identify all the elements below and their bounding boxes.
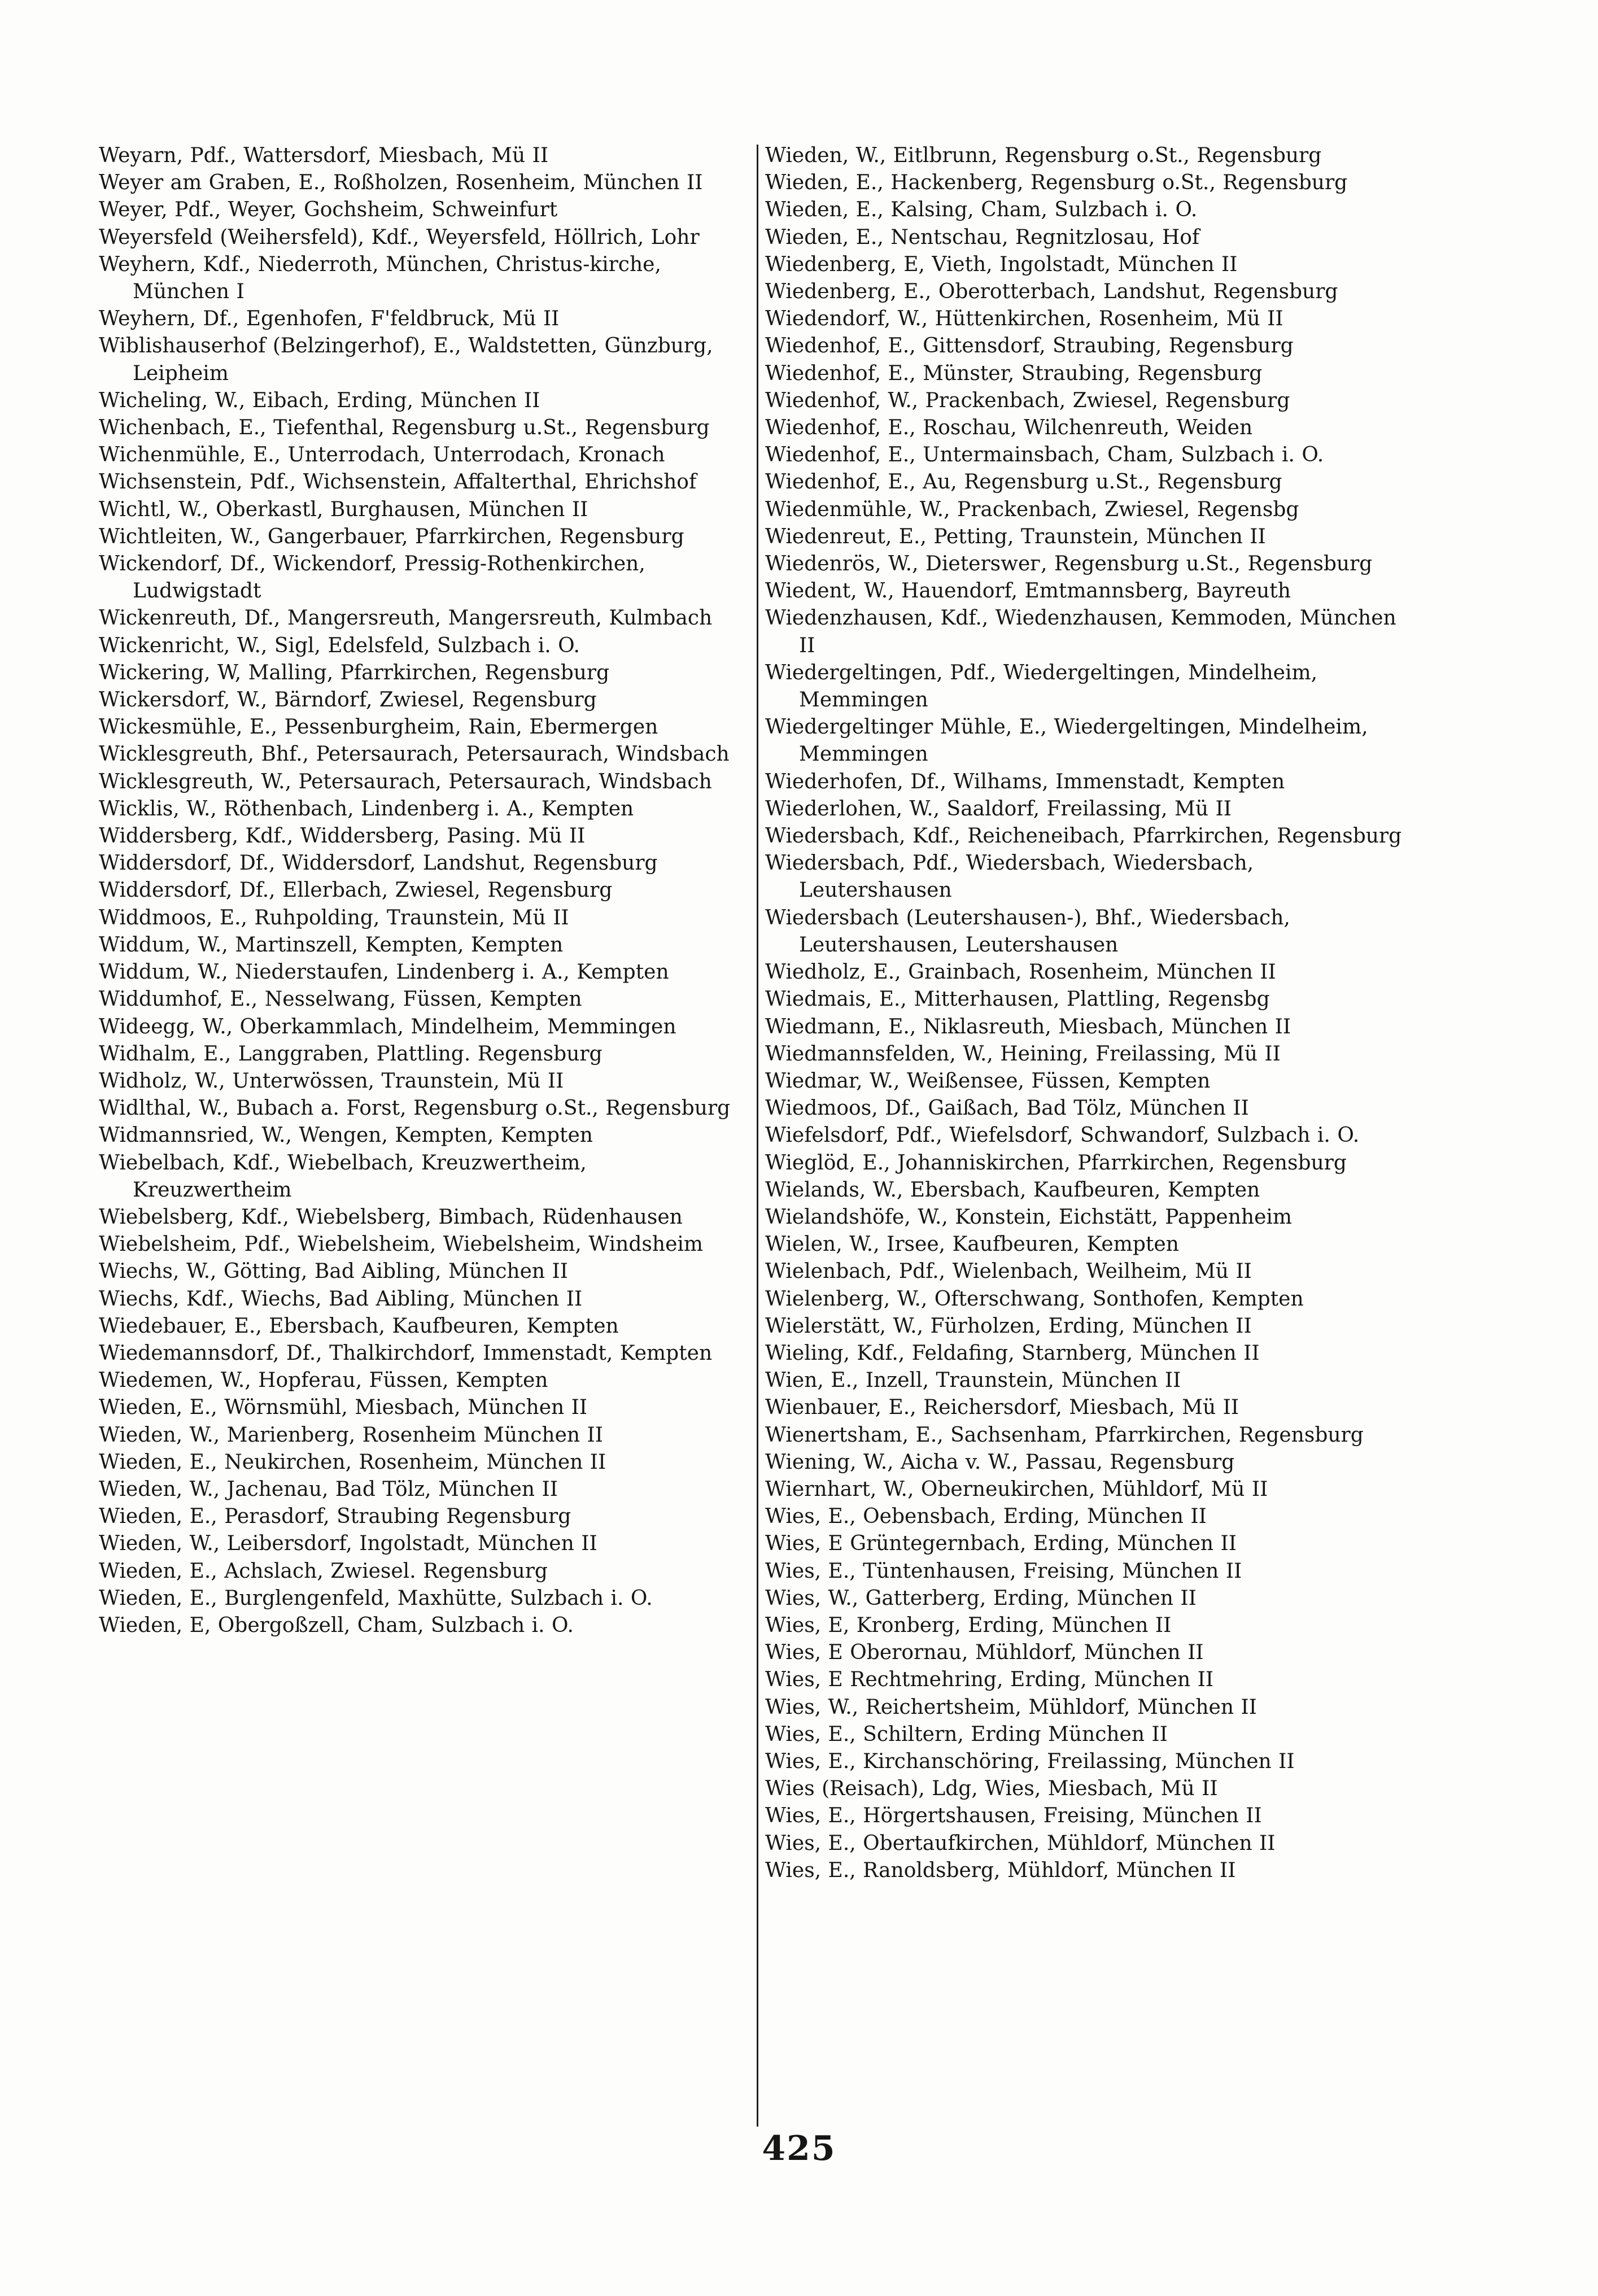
gazetteer-entry: Wiblishauserhof (Belzingerhof), E., Waldstetten, Günzburg, Leipheim	[99, 334, 713, 385]
gazetteer-entry: Wien, E., Inzell, Traunstein, München II	[765, 1369, 1181, 1393]
gazetteer-entry: Weyhern, Df., Egenhofen, F'feldbruck, Mü II	[99, 307, 560, 331]
gazetteer-entry: Wiedenreut, E., Petting, Traunstein, München II	[765, 525, 1266, 548]
gazetteer-entry: Wichsenstein, Pdf., Wichsenstein, Affalterthal, Ehrichshof	[99, 470, 697, 494]
gazetteer-entry: Wickendorf, Df., Wickendorf, Pressig-Rothenkirchen, Ludwigstadt	[99, 552, 645, 603]
gazetteer-entry: Wickersdorf, W., Bärndorf, Zwiesel, Regensburg	[99, 688, 597, 712]
gazetteer-entry: Wiedmoos, Df., Gaißach, Bad Tölz, München II	[765, 1097, 1249, 1120]
gazetteer-entry: Wies, W., Gatterberg, Erding, München II	[765, 1586, 1197, 1610]
gazetteer-entry: Wieden, E., Perasdorf, Straubing Regensburg	[99, 1505, 571, 1529]
gazetteer-entry: Weyhern, Kdf., Niederroth, München, Christus-kirche, München I	[99, 252, 661, 304]
gazetteer-entry: Wies, E., Oebensbach, Erding, München II	[765, 1505, 1207, 1529]
gazetteer-entry: Wiedenhof, W., Prackenbach, Zwiesel, Regensburg	[765, 389, 1290, 412]
gazetteer-entry: Wiederlohen, W., Saaldorf, Freilassing, Mü II	[765, 797, 1232, 820]
gazetteer-entry: Wienertsham, E., Sachsenham, Pfarrkirchen, Regensburg	[765, 1423, 1364, 1447]
gazetteer-entry: Wies, E., Obertaufkirchen, Mühldorf, München II	[765, 1831, 1276, 1855]
gazetteer-entry: Wicklesgreuth, W., Petersaurach, Petersaurach, Windsbach	[99, 770, 712, 793]
gazetteer-entry: Widdersdorf, Df., Widdersdorf, Landshut, Regensburg	[99, 852, 658, 875]
gazetteer-entry: Wieden, W., Jachenau, Bad Tölz, München II	[99, 1477, 558, 1501]
gazetteer-entry: Wickering, W, Malling, Pfarrkirchen, Regensburg	[99, 661, 610, 684]
gazetteer-entry: Wiedenzhausen, Kdf., Wiedenzhausen, Kemmoden, München II	[765, 606, 1396, 657]
gazetteer-entry: Weyer am Graben, E., Roßholzen, Rosenheim, München II	[99, 171, 703, 195]
gazetteer-entry: Wies, E Oberornau, Mühldorf, München II	[765, 1641, 1204, 1665]
gazetteer-entry: Wiebelsheim, Pdf., Wiebelsheim, Wiebelsheim, Windsheim	[99, 1233, 704, 1256]
gazetteer-entry: Wiedmann, E., Niklasreuth, Miesbach, München II	[765, 1015, 1291, 1038]
gazetteer-entry: Wieling, Kdf., Feldafing, Starnberg, München II	[765, 1341, 1260, 1365]
page-number: 425	[762, 2129, 836, 2168]
gazetteer-entry: Wielenbach, Pdf., Wielenbach, Weilheim, Mü II	[765, 1260, 1252, 1284]
gazetteer-entry: Wiechs, W., Götting, Bad Aibling, München II	[99, 1260, 568, 1284]
gazetteer-entry: Wichtleiten, W., Gangerbauer, Pfarrkirchen, Regensburg	[99, 525, 684, 548]
gazetteer-entry: Wiechs, Kdf., Wiechs, Bad Aibling, München II	[99, 1287, 583, 1311]
gazetteer-entry: Wiedergeltinger Mühle, E., Wiedergeltingen, Mindelheim, Memmingen	[765, 715, 1368, 766]
gazetteer-entry: Wiedenrös, W., Dieterswег, Regensburg u.St., Regensburg	[765, 552, 1373, 576]
gazetteer-entry: Wiedemen, W., Hopferau, Füssen, Kempten	[99, 1369, 548, 1393]
gazetteer-entry: Wiedenmühle, W., Prackenbach, Zwiesel, Regensbg	[765, 497, 1299, 521]
gazetteer-entry: Wiening, W., Aicha v. W., Passau, Regensburg	[765, 1450, 1235, 1474]
gazetteer-entry: Wieden, W., Eitlbrunn, Regensburg o.St., Regensburg	[765, 144, 1322, 167]
gazetteer-entry: Wieden, E., Neukirchen, Rosenheim, München II	[99, 1450, 606, 1474]
gazetteer-entry: Wiedenhof, E., Münster, Straubing, Regensburg	[765, 361, 1263, 385]
gazetteer-entry: Wies, E., Ranoldsberg, Mühldorf, München II	[765, 1858, 1236, 1882]
gazetteer-entry: Wiedmannsfelden, W., Heining, Freilassing, Mü II	[765, 1042, 1281, 1066]
gazetteer-entry: Wiedenberg, E, Vieth, Ingolstadt, München II	[765, 252, 1238, 276]
gazetteer-entry: Wieden, W., Marienberg, Rosenheim München II	[99, 1423, 603, 1447]
gazetteer-entry: Wieden, E, Obergoßzell, Cham, Sulzbach i. O.	[99, 1613, 574, 1637]
gazetteer-entry: Widdmoos, E., Ruhpolding, Traunstein, Mü II	[99, 906, 569, 929]
gazetteer-entry: Wieglöd, E., Johanniskirchen, Pfarrkirchen, Regensburg	[765, 1151, 1347, 1175]
gazetteer-entry: Widdersdorf, Df., Ellerbach, Zwiesel, Regensburg	[99, 879, 613, 902]
gazetteer-entry: Wiedersbach, Pdf., Wiedersbach, Wiedersbach, Leutershausen	[765, 852, 1254, 902]
gazetteer-entry: Wickenricht, W., Sigl, Edelsfeld, Sulzbach i. O.	[99, 634, 580, 657]
gazetteer-entry: Wichenmühle, E., Unterrodach, Unterrodach, Kronach	[99, 443, 665, 467]
gazetteer-entry: Weyersfeld (Weihersfeld), Kdf., Weyersfeld, Höllrich, Lohr	[99, 225, 700, 249]
gazetteer-entry: Wiedenhof, E., Au, Regensburg u.St., Regensburg	[765, 470, 1282, 494]
gazetteer-entry: Wiedergeltingen, Pdf., Wiedergeltingen, Mindelheim, Memmingen	[765, 661, 1318, 712]
gazetteer-entry: Widdum, W., Martinszell, Kempten, Kempten	[99, 933, 564, 957]
gazetteer-entry: Wienbauer, E., Reichersdorf, Miesbach, Mü II	[765, 1396, 1239, 1420]
gazetteer-entry: Wideegg, W., Oberkammlach, Mindelheim, Memmingen	[99, 1015, 676, 1038]
gazetteer-entry: Wiedenhof, E., Gittensdorf, Straubing, Regensburg	[765, 334, 1294, 358]
gazetteer-entry: Wiedent, W., Hauendorf, Emtmannsberg, Bayreuth	[765, 579, 1291, 603]
gazetteer-entry: Wiedersbach, Kdf., Reicheneibach, Pfarrkirchen, Regensburg	[765, 824, 1402, 848]
gazetteer-entry: Wiederhofen, Df., Wilhams, Immenstadt, Kempten	[765, 770, 1285, 793]
gazetteer-entry: Wieden, E., Hackenberg, Regensburg o.St., Regensburg	[765, 171, 1348, 195]
gazetteer-entry: Wiedmais, E., Mitterhausen, Plattling, Regensbg	[765, 988, 1270, 1011]
gazetteer-entry: Wicklesgreuth, Bhf., Petersaurach, Petersaurach, Windsbach	[99, 743, 730, 766]
gazetteer-entry: Wiedemannsdorf, Df., Thalkirchdorf, Immenstadt, Kempten	[99, 1341, 713, 1365]
gazetteer-entry: Wiedendorf, W., Hüttenkirchen, Rosenheim, Mü II	[765, 307, 1283, 331]
gazetteer-entry: Wiernhart, W., Oberneukirchen, Mühldorf, Mü II	[765, 1477, 1268, 1501]
gazetteer-entry: Wichenbach, E., Tiefenthal, Regensburg u.St., Regensburg	[99, 416, 710, 440]
gazetteer-entry: Wieden, E., Kalsing, Cham, Sulzbach i. O.	[765, 198, 1198, 222]
gazetteer-entry: Wielands, W., Ebersbach, Kaufbeuren, Kempten	[765, 1178, 1260, 1202]
gazetteer-entry: Wickesmühle, E., Pessenburgheim, Rain, Ebermergen	[99, 715, 658, 739]
gazetteer-entry: Wies, E., Schiltern, Erding München II	[765, 1722, 1168, 1746]
gazetteer-entry: Wies, E., Hörgertshausen, Freising, München II	[765, 1804, 1262, 1828]
gazetteer-entry: Wiedenberg, E., Oberotterbach, Landshut, Regensburg	[765, 280, 1338, 304]
gazetteer-entry: Wicklis, W., Röthenbach, Lindenberg i. A., Kempten	[99, 797, 634, 820]
gazetteer-entry: Wiedholz, E., Grainbach, Rosenheim, München II	[765, 961, 1276, 984]
gazetteer-entry: Wiebelsberg, Kdf., Wiebelsberg, Bimbach, Rüdenhausen	[99, 1205, 683, 1229]
gazetteer-entry: Wies, W., Reichertsheim, Mühldorf, München II	[765, 1695, 1257, 1719]
gazetteer-entry: Wieden, W., Leibersdorf, Ingolstadt, München II	[99, 1532, 597, 1556]
left-column	[99, 142, 745, 1639]
gazetteer-entry: Wiefelsdorf, Pdf., Wiefelsdorf, Schwandorf, Sulzbach i. O.	[765, 1124, 1360, 1147]
gazetteer-entry: Wickenreuth, Df., Mangersreuth, Mangersreuth, Kulmbach	[99, 606, 713, 630]
gazetteer-entry: Wieden, E., Wörnsmühl, Miesbach, München II	[99, 1396, 588, 1420]
gazetteer-entry: Widdum, W., Niederstaufen, Lindenberg i. A., Kempten	[99, 961, 669, 984]
gazetteer-entry: Wiedenhof, E., Roschau, Wilchenreuth, Weiden	[765, 416, 1253, 440]
column-divider	[757, 145, 758, 2127]
gazetteer-entry: Wieden, E., Burglengenfeld, Maxhütte, Sulzbach i. O.	[99, 1586, 653, 1610]
gazetteer-entry: Wies, E., Kirchanschöring, Freilassing, München II	[765, 1749, 1295, 1773]
gazetteer-entry: Wieden, E., Nentschau, Regnitzlosau, Hof	[765, 225, 1200, 249]
gazetteer-entry: Widhalm, E., Langgraben, Plattling. Regensburg	[99, 1042, 602, 1066]
gazetteer-entry: Widdersberg, Kdf., Widdersberg, Pasing. Mü II	[99, 824, 586, 848]
gazetteer-entry: Widlthal, W., Bubach a. Forst, Regensburg o.St., Regensburg	[99, 1097, 731, 1120]
gazetteer-entry: Widdumhof, E., Nesselwang, Füssen, Kempten	[99, 988, 582, 1011]
gazetteer-entry: Wieden, E., Achslach, Zwiesel. Regensburg	[99, 1559, 548, 1583]
gazetteer-entry: Wiedmar, W., Weißensee, Füssen, Kempten	[765, 1069, 1211, 1093]
gazetteer-entry: Wies, E Grüntegernbach, Erding, München II	[765, 1532, 1237, 1556]
gazetteer-entry: Wichtl, W., Oberkastl, Burghausen, München II	[99, 497, 588, 521]
gazetteer-entry: Wiedebauer, E., Ebersbach, Kaufbeuren, Kempten	[99, 1314, 619, 1338]
gazetteer-entry: Wiedersbach (Leutershausen-), Bhf., Wiedersbach, Leutershausen, Leutershausen	[765, 906, 1290, 957]
right-column	[765, 142, 1412, 1884]
gazetteer-entry: Widmannsried, W., Wengen, Kempten, Kempten	[99, 1124, 593, 1147]
gazetteer-entry: Widholz, W., Unterwössen, Traunstein, Mü II	[99, 1069, 564, 1093]
gazetteer-entry: Wicheling, W., Eibach, Erding, München II	[99, 389, 540, 412]
gazetteer-entry: Wies, E Rechtmehring, Erding, München II	[765, 1668, 1214, 1692]
gazetteer-entry: Wielandshöfe, W., Konstein, Eichstätt, Pappenheim	[765, 1205, 1293, 1229]
gazetteer-entry: Wielenberg, W., Ofterschwang, Sonthofen, Kempten	[765, 1287, 1304, 1311]
gazetteer-entry: Weyer, Pdf., Weyer, Gochsheim, Schweinfurt	[99, 198, 558, 222]
gazetteer-entry: Weyarn, Pdf., Wattersdorf, Miesbach, Mü II	[99, 144, 549, 167]
gazetteer-entry: Wielerstätt, W., Fürholzen, Erding, München II	[765, 1314, 1252, 1338]
gazetteer-entry: Wies (Reisach), Ldg, Wies, Miesbach, Mü II	[765, 1777, 1218, 1801]
gazetteer-entry: Wiedenhof, E., Untermainsbach, Cham, Sulzbach i. O.	[765, 443, 1324, 467]
gazetteer-entry: Wies, E, Kronberg, Erding, München II	[765, 1613, 1172, 1637]
gazetteer-entry: Wies, E., Tüntenhausen, Freising, München II	[765, 1559, 1242, 1583]
gazetteer-entry: Wielen, W., Irsee, Kaufbeuren, Kempten	[765, 1233, 1179, 1256]
gazetteer-entry: Wiebelbach, Kdf., Wiebelbach, Kreuzwertheim, Kreuzwertheim	[99, 1151, 587, 1202]
